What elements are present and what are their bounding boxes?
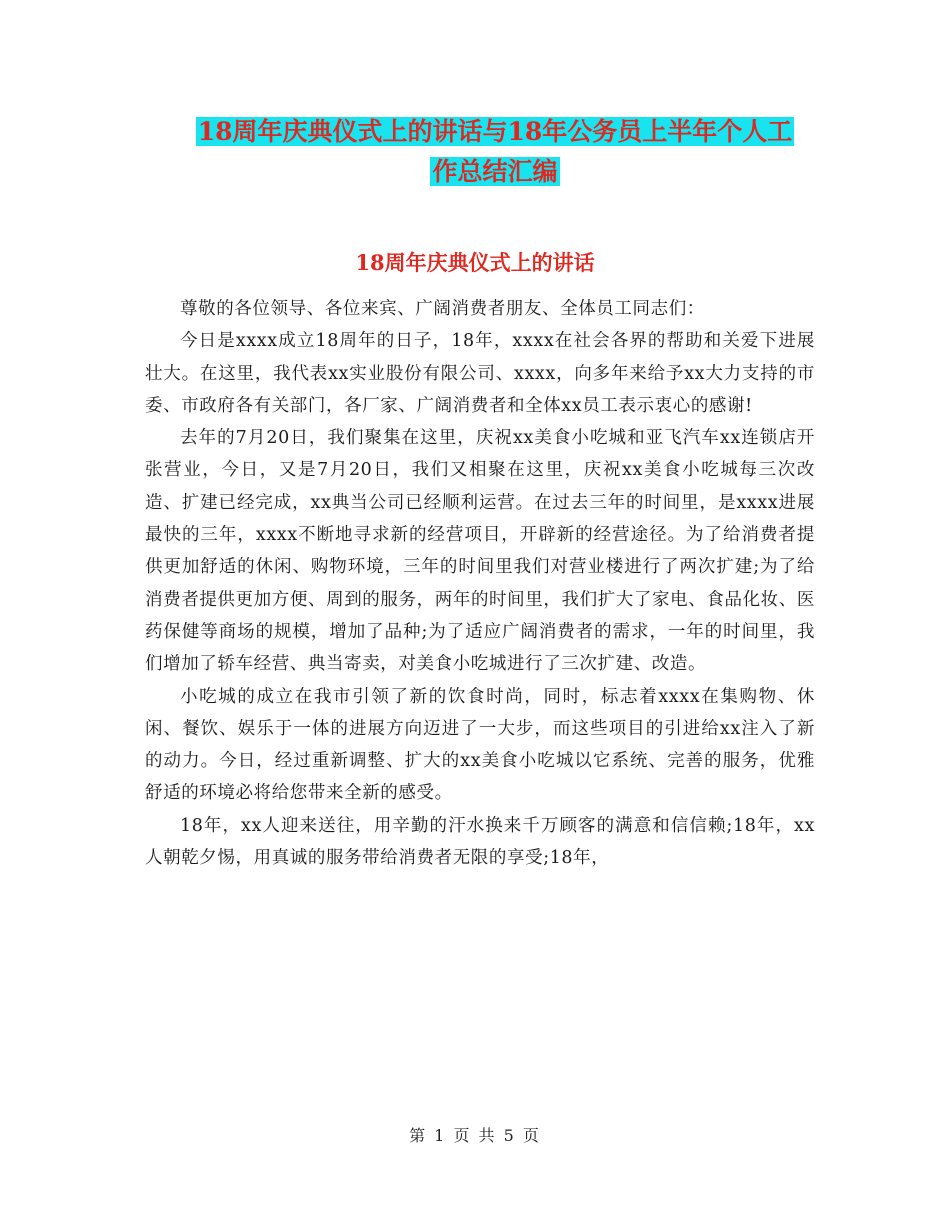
body-paragraph-salutation: 尊敬的各位领导、各位来宾、广阔消费者朋友、全体员工同志们： — [180, 299, 705, 319]
document-body — [145, 293, 815, 874]
body-paragraph: 今日是xxxx成立18周年的日子，18年，xxxx在社会各界的帮助和关爱下进展壮大。在这里，我代表xx实业股份有限公司、xxxx，向多年来给予xx大力支持的市委、市政府各有关部门，各厂家、广阔消费者和全体xx员工表示衷心的感谢! — [145, 331, 815, 416]
body-paragraph: 小吃城的成立在我市引领了新的饮食时尚，同时，标志着xxxx在集购物、休闲、餐饮、娱乐于一体的进展方向迈进了一大步，而这些项目的引进给xx注入了新的动力。今日，经过重新调整、扩大的xx美食小吃城以它系统、完善的服务，优雅舒适的环境必将给您带来全新的感受。 — [145, 686, 815, 804]
body-paragraph: 去年的7月20日，我们聚集在这里，庆祝xx美食小吃城和亚飞汽车xx连锁店开张营业，今日，又是7月20日，我们又相聚在这里，庆祝xx美食小吃城每三次改造、扩建已经完成，xx典当公司已经顺利运营。在过去三年的时间里，是xxxx进展最快的三年，xxxx不断地寻求新的经营项目，开辟新的经营途径。为了给消费者提供更加舒适的休闲、购物环境，三年的时间里我们对营业楼进行了两次扩建;为了给消费者提供更加方便、周到的服务，两年的时间里，我们扩大了家电、食品化妆、医药保健等商场的规模，增加了品种;为了适应广阔消费者的需求，一年的时间里，我们增加了轿车经营、典当寄卖，对美食小吃城进行了三次扩建、改造。 — [145, 428, 815, 675]
section-title: 18周年庆典仪式上的讲话 — [355, 250, 595, 275]
page-number-footer: 第 1 页 共 5 页 — [409, 1126, 541, 1145]
document-title-line-2: 作总结汇编 — [432, 157, 558, 186]
document-title-line-1: 18周年庆典仪式上的讲话与18年公务员上半年个人工 — [197, 117, 793, 146]
body-paragraph: 18年，xx人迎来送往，用辛勤的汗水换来千万顾客的满意和信信赖;18年，xx人朝乾夕惕，用真诚的服务带给消费者无限的享受;18年， — [145, 815, 815, 869]
document-title — [140, 112, 850, 192]
